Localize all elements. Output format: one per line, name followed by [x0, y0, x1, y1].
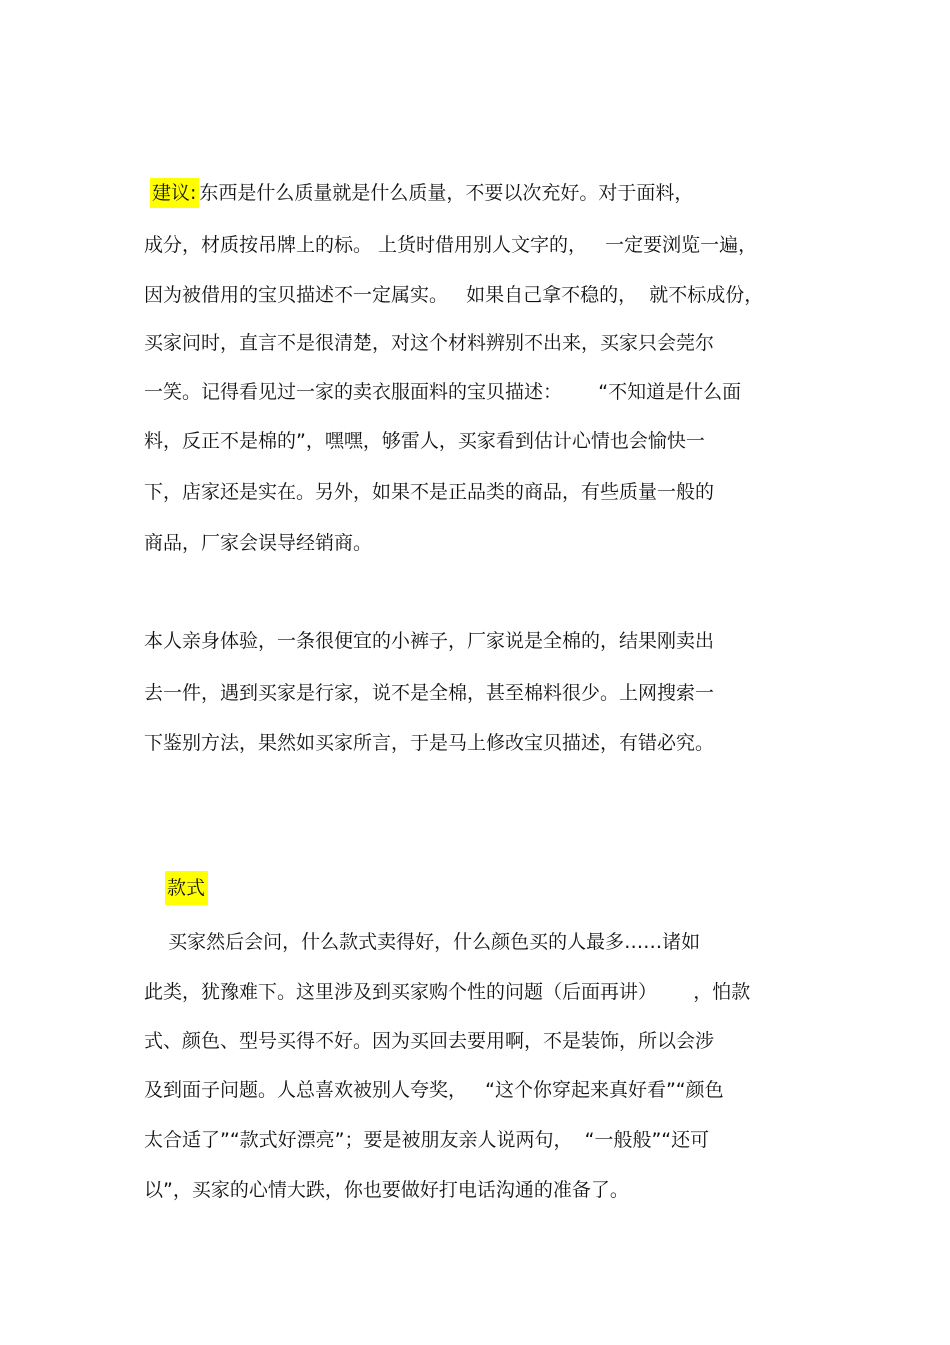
paragraph-line: 买家问时，直言不是很清楚，对这个材料辨别不出来，买家只会莞尔 [144, 332, 715, 354]
paragraph-line: 买家然后会问，什么款式卖得好，什么颜色买的人最多……诸如 [150, 931, 701, 953]
paragraph-line [150, 178, 693, 208]
paragraph-line: 商品，厂家会误导经销商。 [144, 532, 373, 554]
paragraph-line: 因为被借用的宝贝描述不一定属实。 如果自己拿不稳的， 就不标成份， [144, 284, 764, 306]
suggestion-label-highlight: 建议: [150, 178, 199, 208]
style-heading-highlight: 款式 [165, 871, 208, 905]
paragraph-line: 以”，买家的心情大跌，你也要做好打电话沟通的准备了。 [144, 1179, 629, 1201]
paragraph-line: 及到面子问题。人总喜欢被别人夸奖， “这个你穿起来真好看”“颜色 [144, 1079, 724, 1101]
paragraph-line: 料，反正不是棉的”，嘿嘿，够雷人，买家看到估计心情也会愉快一 [144, 430, 705, 452]
paragraph-line: 一笑。记得看见过一家的卖衣服面料的宝贝描述： “不知道是什么面 [144, 381, 742, 403]
paragraph-line: 下鉴别方法，果然如买家所言，于是马上修改宝贝描述，有错必究。 [144, 732, 715, 754]
paragraph-line: 本人亲身体验，一条很便宜的小裤子，厂家说是全棉的，结果刚卖出 [144, 630, 715, 652]
paragraph-line: 去一件，遇到买家是行家，说不是全棉，甚至棉料很少。上网搜索一 [144, 682, 715, 704]
paragraph-line: 太合适了”“款式好漂亮”；要是被朋友亲人说两句， “一般般”“还可 [144, 1129, 710, 1151]
section-heading [165, 871, 208, 905]
paragraph-line: 下，店家还是实在。另外，如果不是正品类的商品，有些质量一般的 [144, 481, 715, 503]
paragraph-line: 成分，材质按吊牌上的标。 上货时借用别人文字的， 一定要浏览一遍， [144, 234, 758, 256]
paragraph-line: 此类，犹豫难下。这里涉及到买家购个性的问题（后面再讲） ，怕款 [144, 981, 751, 1003]
paragraph-line: 式、颜色、型号买得不好。因为买回去要用啊，不是装饰，所以会涉 [144, 1030, 715, 1052]
paragraph-text: 东西是什么质量就是什么质量，不要以次充好。对于面料， [199, 182, 694, 204]
